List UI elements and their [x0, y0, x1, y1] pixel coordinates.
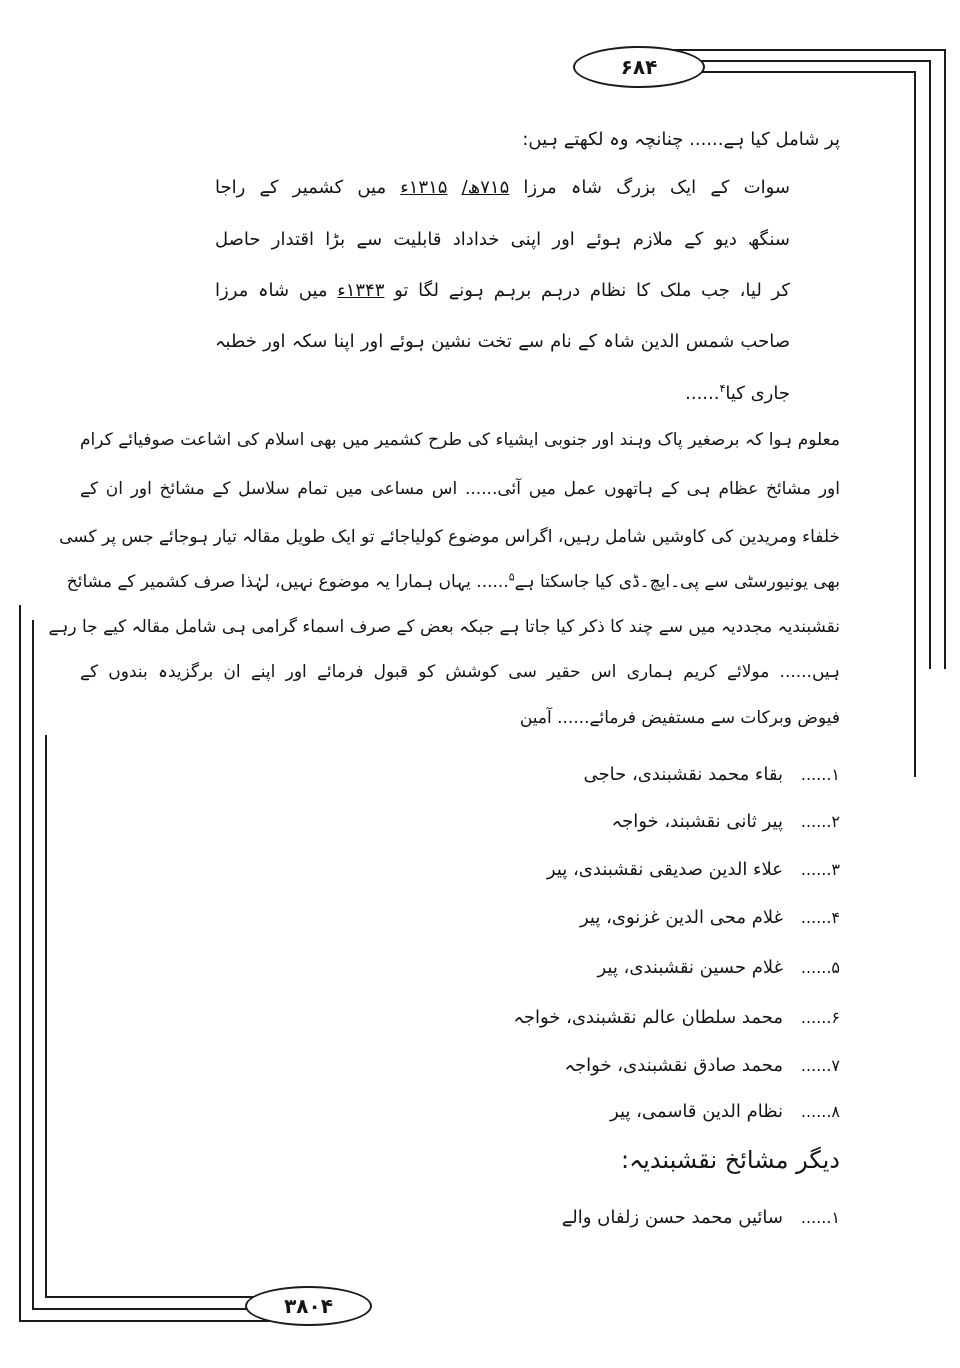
list-item [562, 1203, 840, 1233]
paragraph-line: خلفاء ومریدین کی کاوشیں شامل رہیں، اگراس موضوع کولیاجائے تو ایک طویل مقالہ تیار ہوجائے جس پر کسی [59, 527, 840, 547]
list-number: ۸...... [800, 1102, 840, 1121]
page-border-line [944, 49, 946, 669]
paragraph-line: نقشبندیہ مجددیہ میں سے چند کا ذکر کیا جاتا ہے جبکہ بعض کے صرف اسماء گرامی ہی شامل مقالہ کیے جا رہے [48, 617, 840, 637]
list-item [597, 953, 840, 983]
list-number: ۳...... [800, 860, 840, 879]
list-item [584, 760, 840, 790]
section-heading: دیگر مشائخ نقشبندیہ: [620, 1146, 840, 1174]
list-item [610, 1097, 840, 1127]
quote-text: میں شاہ مرزا [215, 280, 328, 301]
list-item [580, 903, 840, 933]
quote-line [215, 173, 790, 203]
list-name: محمد صادق نقشبندی، خواجہ [564, 1055, 783, 1076]
page-number-top: ۶۸۴ [573, 46, 705, 88]
paragraph-line [66, 567, 840, 597]
paragraph-line: ہیں...... مولائے کریم ہماری اس حقیر سی کوشش کو قبول فرمائے اور اپنے ان برگزیدہ بندوں کے [80, 662, 840, 682]
paragraph-line: معلوم ہوا کہ برصغیر پاک وہند اور جنوبی ایشیاء کی طرح کشمیر میں بھی اسلام کی اشاعت صوفیائے کرام [80, 430, 840, 450]
page-border-line [640, 49, 946, 51]
list-name: بقاء محمد نقشبندی، حاجی [583, 764, 783, 785]
intro-line: پر شامل کیا ہے...... چنانچہ وہ لکھتے ہیں: [522, 129, 840, 150]
quote-line: صاحب شمس الدین شاہ کے نام سے تخت نشین ہوئے اور اپنا سکہ اور خطبہ [215, 331, 790, 352]
list-number: ۷...... [800, 1056, 840, 1075]
paragraph-text: ...... یہاں ہمارا یہ موضوع نہیں، لہٰذا صرف کشمیر کے مشائخ [66, 572, 509, 592]
list-number: ۴...... [800, 908, 840, 927]
list-item [513, 1003, 840, 1033]
list-name: محمد سلطان عالم نقشبندی، خواجہ [513, 1007, 783, 1028]
paragraph-text: بھی یونیورسٹی سے پی۔ایچ۔ڈی کیا جاسکتا ہے [514, 572, 840, 592]
page-number-bottom: ۳۸۰۴ [245, 1286, 372, 1326]
list-number: ۱...... [800, 1208, 840, 1227]
hijri-date: ۷۱۵ھ/ [461, 177, 510, 198]
paragraph-line: اور مشائخ عظام ہی کے ہاتھوں عمل میں آئی...... اس مساعی میں تمام سلاسل کے مشائخ اور ان کے [80, 479, 840, 499]
quote-line [215, 276, 790, 306]
page-border-line [32, 620, 34, 1310]
list-name: غلام حسین نقشبندی، پیر [597, 957, 783, 978]
quote-text: میں کشمیر کے راجا [215, 177, 387, 198]
list-name: علاء الدین صدیقی نقشبندی، پیر [546, 859, 783, 880]
quote-line: سنگھ دیو کے ملازم ہوئے اور اپنی خداداد قابلیت سے بڑا اقتدار حاصل [215, 229, 790, 250]
list-name: نظام الدین قاسمی، پیر [610, 1101, 783, 1122]
quote-text: ...... [685, 383, 720, 404]
list-number: ۱...... [800, 765, 840, 784]
footnote-marker: ۴ [719, 382, 726, 395]
quote-text: کر لیا، جب ملک کا نظام درہم برہم ہونے لگا تو [394, 280, 790, 301]
quote-line [215, 379, 790, 409]
list-name: سائیں محمد حسن زلفاں والے [561, 1207, 783, 1228]
page-border-line [19, 605, 21, 1322]
list-item [564, 1051, 840, 1081]
page-border-line [45, 735, 47, 1298]
quote-text: سوات کے ایک بزرگ شاہ مرزا [523, 177, 790, 198]
footnote-marker: ۵ [508, 570, 515, 584]
paragraph-line: فیوض وبرکات سے مستفیض فرمائے...... آمین [519, 708, 840, 728]
page-border-line [929, 60, 931, 669]
list-number: ۲...... [800, 812, 840, 831]
page-border-line [914, 71, 916, 777]
gregorian-date: ۱۳۴۳ء [337, 280, 385, 301]
list-item [612, 807, 840, 837]
list-name: پیر ثانی نقشبند، خواجہ [611, 811, 783, 832]
quote-text: جاری کیا [725, 383, 790, 404]
gregorian-date: ۱۳۱۵ء [400, 177, 448, 198]
list-number: ۵...... [800, 958, 840, 977]
list-number: ۶...... [800, 1008, 840, 1027]
list-item [547, 855, 840, 885]
list-name: غلام محی الدین غزنوی، پیر [579, 907, 783, 928]
